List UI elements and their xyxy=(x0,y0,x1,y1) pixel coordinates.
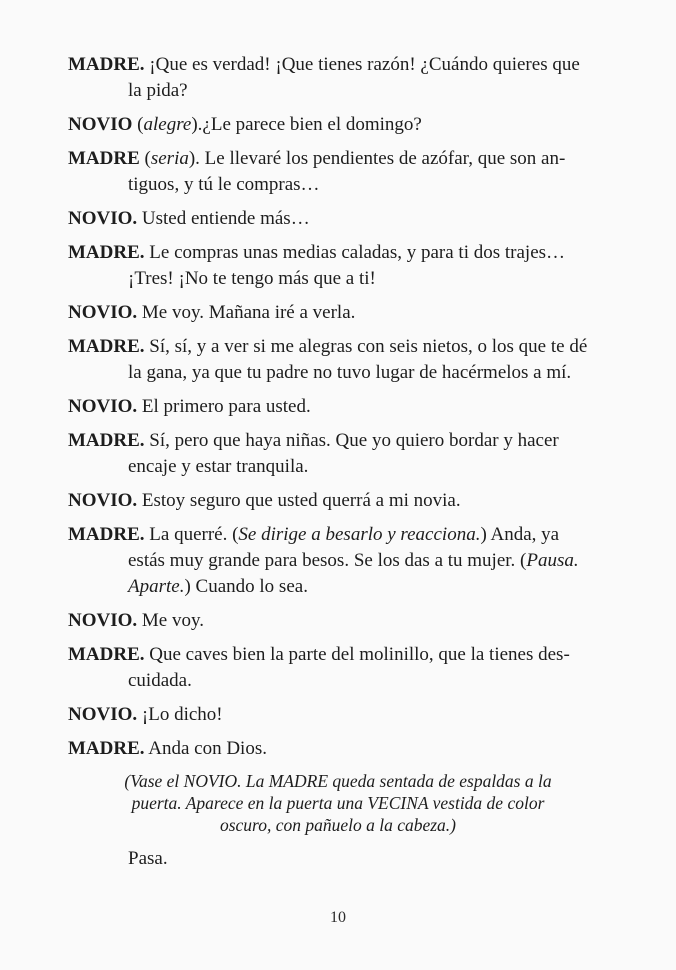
dialogue-text: ) Anda, ya xyxy=(480,524,560,545)
stage-note: oscuro, con pañuelo a la cabeza.) xyxy=(219,815,457,835)
dialogue-text: La querré. ( xyxy=(144,524,239,545)
dialogue-block xyxy=(68,488,608,514)
text-line xyxy=(68,206,608,232)
dialogue-text: Sí, pero que haya niñas. Que yo quiero bordar y hacer xyxy=(144,430,559,451)
text-line xyxy=(68,394,608,420)
dialogue-block xyxy=(68,642,608,694)
text-line xyxy=(68,702,608,728)
speaker-name: MADRE. xyxy=(68,336,145,357)
dialogue-block xyxy=(68,608,608,634)
speaker-name: MADRE. xyxy=(68,54,145,75)
speaker-name: MADRE. xyxy=(68,242,145,263)
stage-direction-block xyxy=(68,770,608,836)
text-line xyxy=(68,488,608,514)
dialogue-text: ). Le llevaré los pendientes de azófar, que son an- xyxy=(188,148,566,169)
text-line xyxy=(68,172,608,198)
dialogue-text: encaje y estar tranquila. xyxy=(128,456,309,477)
dialogue-text: la pida? xyxy=(128,80,188,101)
dialogue-text: El primero para usted. xyxy=(137,396,311,417)
text-line xyxy=(68,846,608,872)
dialogue-block xyxy=(68,240,608,292)
text-line xyxy=(68,266,608,292)
dialogue-block xyxy=(68,146,608,198)
dialogue-text: cuidada. xyxy=(128,670,192,691)
dialogue-text: tiguos, y tú le compras… xyxy=(128,174,320,195)
page-number: 10 xyxy=(330,909,346,926)
dialogue-text: Que caves bien la parte del molinillo, que la tienes des- xyxy=(144,644,570,665)
dialogue-text: Sí, sí, y a ver si me alegras con seis nietos, o los que te dé xyxy=(144,336,588,357)
dialogue-text: Me voy. Mañana iré a verla. xyxy=(137,302,356,323)
dialogue-block xyxy=(68,206,608,232)
speaker-name: NOVIO. xyxy=(68,396,138,417)
speaker-name: MADRE. xyxy=(68,644,145,665)
dialogue-text: la gana, ya que tu padre no tuvo lugar de hacérmelos a mí. xyxy=(128,362,572,383)
speaker-name: NOVIO xyxy=(68,114,133,135)
text-body xyxy=(68,52,608,880)
dialogue-block xyxy=(68,112,608,138)
speaker-name: MADRE xyxy=(68,148,140,169)
dialogue-text: Pasa. xyxy=(128,848,168,869)
dialogue-block xyxy=(68,300,608,326)
dialogue-block xyxy=(68,736,608,762)
stage-note: seria xyxy=(150,148,189,169)
text-line xyxy=(68,112,608,138)
text-line xyxy=(68,522,608,548)
dialogue-block xyxy=(68,522,608,600)
text-line xyxy=(68,78,608,104)
dialogue-text: estás muy grande para besos. Se los das a tu mujer. ( xyxy=(128,550,527,571)
text-line xyxy=(68,770,608,792)
speaker-name: MADRE. xyxy=(68,524,145,545)
text-line xyxy=(68,334,608,360)
text-line xyxy=(68,642,608,668)
stage-note: alegre xyxy=(143,114,192,135)
dialogue-text: ¡Tres! ¡No te tengo más que a ti! xyxy=(128,268,376,289)
speaker-name: MADRE. xyxy=(68,430,145,451)
dialogue-text: ) Cuando lo sea. xyxy=(184,576,308,597)
text-line xyxy=(68,574,608,600)
text-line xyxy=(68,360,608,386)
dialogue-continuation-block xyxy=(68,846,608,872)
dialogue-text: Usted entiende más… xyxy=(137,208,310,229)
dialogue-block xyxy=(68,52,608,104)
text-line xyxy=(68,240,608,266)
speaker-name: NOVIO. xyxy=(68,610,138,631)
stage-note: (Vase el NOVIO. La MADRE queda sentada de espaldas a la xyxy=(124,771,552,791)
dialogue-block xyxy=(68,334,608,386)
text-line xyxy=(68,52,608,78)
speaker-name: NOVIO. xyxy=(68,490,138,511)
dialogue-text: ( xyxy=(139,148,151,169)
text-line xyxy=(68,608,608,634)
dialogue-block xyxy=(68,428,608,480)
dialogue-text: ).¿Le parece bien el domingo? xyxy=(191,114,422,135)
text-line xyxy=(68,454,608,480)
text-line xyxy=(68,146,608,172)
stage-note: Aparte. xyxy=(128,576,185,597)
stage-note: puerta. Aparece en la puerta una VECINA vestida de color xyxy=(131,793,545,813)
dialogue-text: Le compras unas medias caladas, y para ti dos trajes… xyxy=(144,242,566,263)
stage-note: Se dirige a besarlo y reacciona. xyxy=(238,524,481,545)
dialogue-text: Anda con Dios. xyxy=(144,738,267,759)
speaker-name: NOVIO. xyxy=(68,208,138,229)
text-line xyxy=(68,548,608,574)
dialogue-text: Estoy seguro que usted querrá a mi novia. xyxy=(137,490,461,511)
dialogue-text: Me voy. xyxy=(137,610,204,631)
text-line xyxy=(68,736,608,762)
speaker-name: NOVIO. xyxy=(68,302,138,323)
text-line xyxy=(68,792,608,814)
text-line xyxy=(68,428,608,454)
dialogue-text: ¡Que es verdad! ¡Que tienes razón! ¿Cuándo quieres que xyxy=(144,54,580,75)
dialogue-text: ( xyxy=(132,114,144,135)
text-line xyxy=(68,300,608,326)
speaker-name: NOVIO. xyxy=(68,704,138,725)
speaker-name: MADRE. xyxy=(68,738,145,759)
stage-note: Pausa. xyxy=(526,550,579,571)
dialogue-block xyxy=(68,702,608,728)
text-line xyxy=(68,668,608,694)
dialogue-text: ¡Lo dicho! xyxy=(137,704,223,725)
text-line xyxy=(68,814,608,836)
dialogue-block xyxy=(68,394,608,420)
